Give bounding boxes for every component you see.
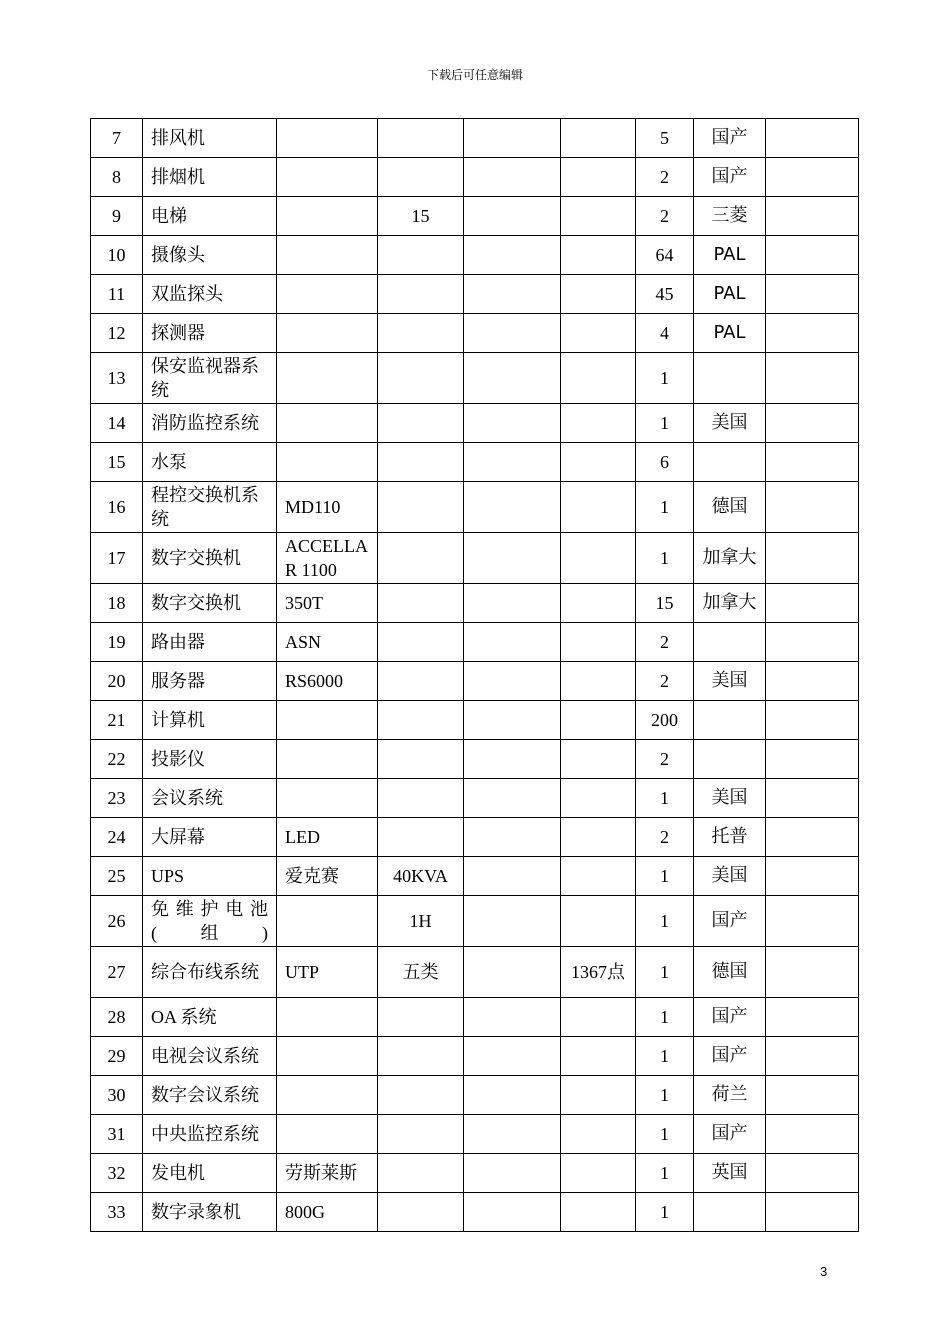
row-number-cell: 23: [91, 779, 143, 818]
equipment-name-cell: UPS: [143, 857, 277, 896]
row-number-cell: 12: [91, 314, 143, 353]
model-cell: 劳斯莱斯: [277, 1154, 378, 1193]
table-row: [91, 947, 859, 998]
model-cell: [277, 197, 378, 236]
table-row: [91, 701, 859, 740]
amount-cell: [561, 896, 636, 947]
origin-cell: 美国: [694, 404, 766, 443]
model-cell: [277, 701, 378, 740]
origin-cell: 美国: [694, 779, 766, 818]
quantity-cell: 1: [636, 353, 694, 404]
table-row: [91, 584, 859, 623]
blank-cell: [464, 158, 561, 197]
row-number-cell: 8: [91, 158, 143, 197]
model-cell: [277, 119, 378, 158]
table-row: [91, 740, 859, 779]
model-cell: [277, 1115, 378, 1154]
spec-cell: [378, 662, 464, 701]
model-cell: [277, 896, 378, 947]
amount-cell: [561, 443, 636, 482]
model-cell: ACCELLAR 1100: [277, 533, 378, 584]
row-number-cell: 17: [91, 533, 143, 584]
amount-cell: [561, 662, 636, 701]
equipment-name-cell: 水泵: [143, 443, 277, 482]
amount-cell: [561, 818, 636, 857]
quantity-cell: 64: [636, 236, 694, 275]
quantity-cell: 45: [636, 275, 694, 314]
quantity-cell: 1: [636, 857, 694, 896]
amount-cell: [561, 197, 636, 236]
note-cell: [766, 119, 859, 158]
origin-cell: 加拿大: [694, 533, 766, 584]
note-cell: [766, 740, 859, 779]
blank-cell: [464, 584, 561, 623]
origin-cell: 三菱: [694, 197, 766, 236]
quantity-cell: 1: [636, 779, 694, 818]
origin-cell: 德国: [694, 482, 766, 533]
blank-cell: [464, 533, 561, 584]
origin-cell: 国产: [694, 1115, 766, 1154]
spec-cell: 五类: [378, 947, 464, 998]
table-row: [91, 662, 859, 701]
table-row: [91, 533, 859, 584]
blank-cell: [464, 701, 561, 740]
spec-cell: [378, 533, 464, 584]
amount-cell: 1367点: [561, 947, 636, 998]
spec-cell: [378, 1115, 464, 1154]
spec-cell: [378, 404, 464, 443]
amount-cell: [561, 1193, 636, 1232]
origin-cell: 国产: [694, 119, 766, 158]
row-number-cell: 31: [91, 1115, 143, 1154]
spec-cell: [378, 1193, 464, 1232]
note-cell: [766, 482, 859, 533]
note-cell: [766, 662, 859, 701]
note-cell: [766, 818, 859, 857]
quantity-cell: 1: [636, 404, 694, 443]
model-cell: LED: [277, 818, 378, 857]
amount-cell: [561, 740, 636, 779]
spec-cell: [378, 584, 464, 623]
table-row: [91, 779, 859, 818]
amount-cell: [561, 1115, 636, 1154]
origin-cell: 国产: [694, 896, 766, 947]
origin-cell: [694, 740, 766, 779]
quantity-cell: 1: [636, 1154, 694, 1193]
quantity-cell: 1: [636, 533, 694, 584]
equipment-name-cell: 探测器: [143, 314, 277, 353]
quantity-cell: 1: [636, 1193, 694, 1232]
amount-cell: [561, 701, 636, 740]
blank-cell: [464, 1154, 561, 1193]
amount-cell: [561, 482, 636, 533]
blank-cell: [464, 353, 561, 404]
equipment-name-cell: 双监探头: [143, 275, 277, 314]
spec-cell: [378, 818, 464, 857]
equipment-name-cell: 电视会议系统: [143, 1037, 277, 1076]
amount-cell: [561, 998, 636, 1037]
table-row: [91, 857, 859, 896]
row-number-cell: 18: [91, 584, 143, 623]
equipment-name-cell: 路由器: [143, 623, 277, 662]
blank-cell: [464, 947, 561, 998]
blank-cell: [464, 1115, 561, 1154]
origin-cell: 国产: [694, 1037, 766, 1076]
model-cell: [277, 1037, 378, 1076]
equipment-name-cell: 排烟机: [143, 158, 277, 197]
spec-cell: [378, 1037, 464, 1076]
blank-cell: [464, 236, 561, 275]
note-cell: [766, 404, 859, 443]
quantity-cell: 1: [636, 998, 694, 1037]
origin-cell: PAL: [694, 275, 766, 314]
spec-cell: [378, 443, 464, 482]
quantity-cell: 1: [636, 482, 694, 533]
model-cell: [277, 158, 378, 197]
note-cell: [766, 158, 859, 197]
equipment-name-cell: 大屏幕: [143, 818, 277, 857]
quantity-cell: 1: [636, 1037, 694, 1076]
note-cell: [766, 701, 859, 740]
spec-cell: [378, 314, 464, 353]
blank-cell: [464, 275, 561, 314]
equipment-name-cell: 免维护电池(组): [143, 896, 277, 947]
note-cell: [766, 1154, 859, 1193]
table-row: [91, 197, 859, 236]
row-number-cell: 14: [91, 404, 143, 443]
equipment-name-cell: 数字交换机: [143, 584, 277, 623]
quantity-cell: 1: [636, 1076, 694, 1115]
blank-cell: [464, 1193, 561, 1232]
quantity-cell: 2: [636, 662, 694, 701]
table-row: [91, 1076, 859, 1115]
blank-cell: [464, 623, 561, 662]
equipment-name-cell: 排风机: [143, 119, 277, 158]
origin-cell: 加拿大: [694, 584, 766, 623]
amount-cell: [561, 404, 636, 443]
row-number-cell: 19: [91, 623, 143, 662]
row-number-cell: 22: [91, 740, 143, 779]
quantity-cell: 5: [636, 119, 694, 158]
quantity-cell: 1: [636, 896, 694, 947]
amount-cell: [561, 119, 636, 158]
quantity-cell: 1: [636, 1115, 694, 1154]
amount-cell: [561, 314, 636, 353]
equipment-name-cell: 发电机: [143, 1154, 277, 1193]
blank-cell: [464, 779, 561, 818]
spec-cell: [378, 275, 464, 314]
table-row: [91, 158, 859, 197]
amount-cell: [561, 1154, 636, 1193]
blank-cell: [464, 1076, 561, 1115]
note-cell: [766, 998, 859, 1037]
origin-cell: 托普: [694, 818, 766, 857]
model-cell: UTP: [277, 947, 378, 998]
amount-cell: [561, 353, 636, 404]
quantity-cell: 2: [636, 158, 694, 197]
blank-cell: [464, 998, 561, 1037]
amount-cell: [561, 584, 636, 623]
model-cell: [277, 314, 378, 353]
row-number-cell: 15: [91, 443, 143, 482]
table-row: [91, 1115, 859, 1154]
page-header: 下载后可任意编辑: [426, 68, 523, 82]
amount-cell: [561, 857, 636, 896]
row-number-cell: 26: [91, 896, 143, 947]
note-cell: [766, 857, 859, 896]
equipment-name-cell: 计算机: [143, 701, 277, 740]
origin-cell: 德国: [694, 947, 766, 998]
amount-cell: [561, 1076, 636, 1115]
model-cell: 350T: [277, 584, 378, 623]
equipment-name-cell: 综合布线系统: [143, 947, 277, 998]
row-number-cell: 29: [91, 1037, 143, 1076]
quantity-cell: 2: [636, 623, 694, 662]
model-cell: [277, 998, 378, 1037]
row-number-cell: 25: [91, 857, 143, 896]
table-row: [91, 1193, 859, 1232]
model-cell: [277, 1076, 378, 1115]
row-number-cell: 21: [91, 701, 143, 740]
spec-cell: [378, 1076, 464, 1115]
blank-cell: [464, 662, 561, 701]
spec-cell: 1H: [378, 896, 464, 947]
equipment-name-cell: 数字会议系统: [143, 1076, 277, 1115]
blank-cell: [464, 314, 561, 353]
quantity-cell: 200: [636, 701, 694, 740]
table-row: [91, 443, 859, 482]
blank-cell: [464, 740, 561, 779]
amount-cell: [561, 533, 636, 584]
amount-cell: [561, 623, 636, 662]
table-row: [91, 119, 859, 158]
note-cell: [766, 443, 859, 482]
blank-cell: [464, 1037, 561, 1076]
equipment-name-cell: 服务器: [143, 662, 277, 701]
spec-cell: [378, 353, 464, 404]
quantity-cell: 4: [636, 314, 694, 353]
row-number-cell: 7: [91, 119, 143, 158]
model-cell: [277, 236, 378, 275]
origin-cell: 美国: [694, 662, 766, 701]
model-cell: MD110: [277, 482, 378, 533]
table-row: [91, 818, 859, 857]
note-cell: [766, 314, 859, 353]
equipment-name-cell: 程控交换机系统: [143, 482, 277, 533]
quantity-cell: 2: [636, 197, 694, 236]
row-number-cell: 9: [91, 197, 143, 236]
note-cell: [766, 1115, 859, 1154]
table-row: [91, 482, 859, 533]
row-number-cell: 11: [91, 275, 143, 314]
origin-cell: PAL: [694, 236, 766, 275]
model-cell: 800G: [277, 1193, 378, 1232]
note-cell: [766, 947, 859, 998]
note-cell: [766, 236, 859, 275]
spec-cell: [378, 701, 464, 740]
spec-cell: [378, 119, 464, 158]
blank-cell: [464, 119, 561, 158]
equipment-name-cell: 电梯: [143, 197, 277, 236]
note-cell: [766, 1076, 859, 1115]
row-number-cell: 27: [91, 947, 143, 998]
page-number: 3: [820, 1264, 828, 1279]
spec-cell: [378, 623, 464, 662]
note-cell: [766, 1037, 859, 1076]
row-number-cell: 24: [91, 818, 143, 857]
row-number-cell: 30: [91, 1076, 143, 1115]
amount-cell: [561, 236, 636, 275]
quantity-cell: 15: [636, 584, 694, 623]
quantity-cell: 1: [636, 947, 694, 998]
row-number-cell: 16: [91, 482, 143, 533]
equipment-name-cell: 会议系统: [143, 779, 277, 818]
equipment-name-cell: OA 系统: [143, 998, 277, 1037]
note-cell: [766, 584, 859, 623]
row-number-cell: 32: [91, 1154, 143, 1193]
spec-cell: [378, 998, 464, 1037]
table-row: [91, 314, 859, 353]
origin-cell: 美国: [694, 857, 766, 896]
equipment-name-cell: 消防监控系统: [143, 404, 277, 443]
spec-cell: [378, 1154, 464, 1193]
equipment-name-cell: 中央监控系统: [143, 1115, 277, 1154]
amount-cell: [561, 779, 636, 818]
model-cell: RS6000: [277, 662, 378, 701]
note-cell: [766, 197, 859, 236]
table-row: [91, 404, 859, 443]
model-cell: [277, 740, 378, 779]
origin-cell: [694, 353, 766, 404]
equipment-name-cell: 保安监视器系统: [143, 353, 277, 404]
model-cell: ASN: [277, 623, 378, 662]
quantity-cell: 2: [636, 818, 694, 857]
table-row: [91, 1154, 859, 1193]
origin-cell: 国产: [694, 158, 766, 197]
blank-cell: [464, 443, 561, 482]
table-row: [91, 998, 859, 1037]
model-cell: [277, 404, 378, 443]
row-number-cell: 33: [91, 1193, 143, 1232]
origin-cell: PAL: [694, 314, 766, 353]
note-cell: [766, 779, 859, 818]
amount-cell: [561, 1037, 636, 1076]
origin-cell: [694, 623, 766, 662]
model-cell: 爱克赛: [277, 857, 378, 896]
table-row: [91, 1037, 859, 1076]
origin-cell: [694, 443, 766, 482]
note-cell: [766, 533, 859, 584]
equipment-name-cell: 摄像头: [143, 236, 277, 275]
table-row: [91, 275, 859, 314]
quantity-cell: 6: [636, 443, 694, 482]
table-row: [91, 623, 859, 662]
row-number-cell: 10: [91, 236, 143, 275]
model-cell: [277, 275, 378, 314]
equipment-name-cell: 投影仪: [143, 740, 277, 779]
model-cell: [277, 443, 378, 482]
equipment-name-cell: 数字交换机: [143, 533, 277, 584]
spec-cell: 15: [378, 197, 464, 236]
origin-cell: [694, 1193, 766, 1232]
origin-cell: [694, 701, 766, 740]
blank-cell: [464, 404, 561, 443]
spec-cell: [378, 482, 464, 533]
table-row: [91, 353, 859, 404]
blank-cell: [464, 197, 561, 236]
note-cell: [766, 896, 859, 947]
note-cell: [766, 1193, 859, 1232]
quantity-cell: 2: [636, 740, 694, 779]
note-cell: [766, 623, 859, 662]
model-cell: [277, 779, 378, 818]
spec-cell: [378, 779, 464, 818]
blank-cell: [464, 482, 561, 533]
origin-cell: 荷兰: [694, 1076, 766, 1115]
note-cell: [766, 275, 859, 314]
table-row: [91, 236, 859, 275]
spec-cell: [378, 158, 464, 197]
spec-cell: [378, 740, 464, 779]
equipment-table: [90, 118, 859, 1232]
blank-cell: [464, 896, 561, 947]
origin-cell: 国产: [694, 998, 766, 1037]
row-number-cell: 28: [91, 998, 143, 1037]
row-number-cell: 20: [91, 662, 143, 701]
equipment-name-cell: 数字录象机: [143, 1193, 277, 1232]
amount-cell: [561, 275, 636, 314]
amount-cell: [561, 158, 636, 197]
spec-cell: [378, 236, 464, 275]
blank-cell: [464, 818, 561, 857]
spec-cell: 40KVA: [378, 857, 464, 896]
row-number-cell: 13: [91, 353, 143, 404]
note-cell: [766, 353, 859, 404]
origin-cell: 英国: [694, 1154, 766, 1193]
model-cell: [277, 353, 378, 404]
blank-cell: [464, 857, 561, 896]
table-row: [91, 896, 859, 947]
